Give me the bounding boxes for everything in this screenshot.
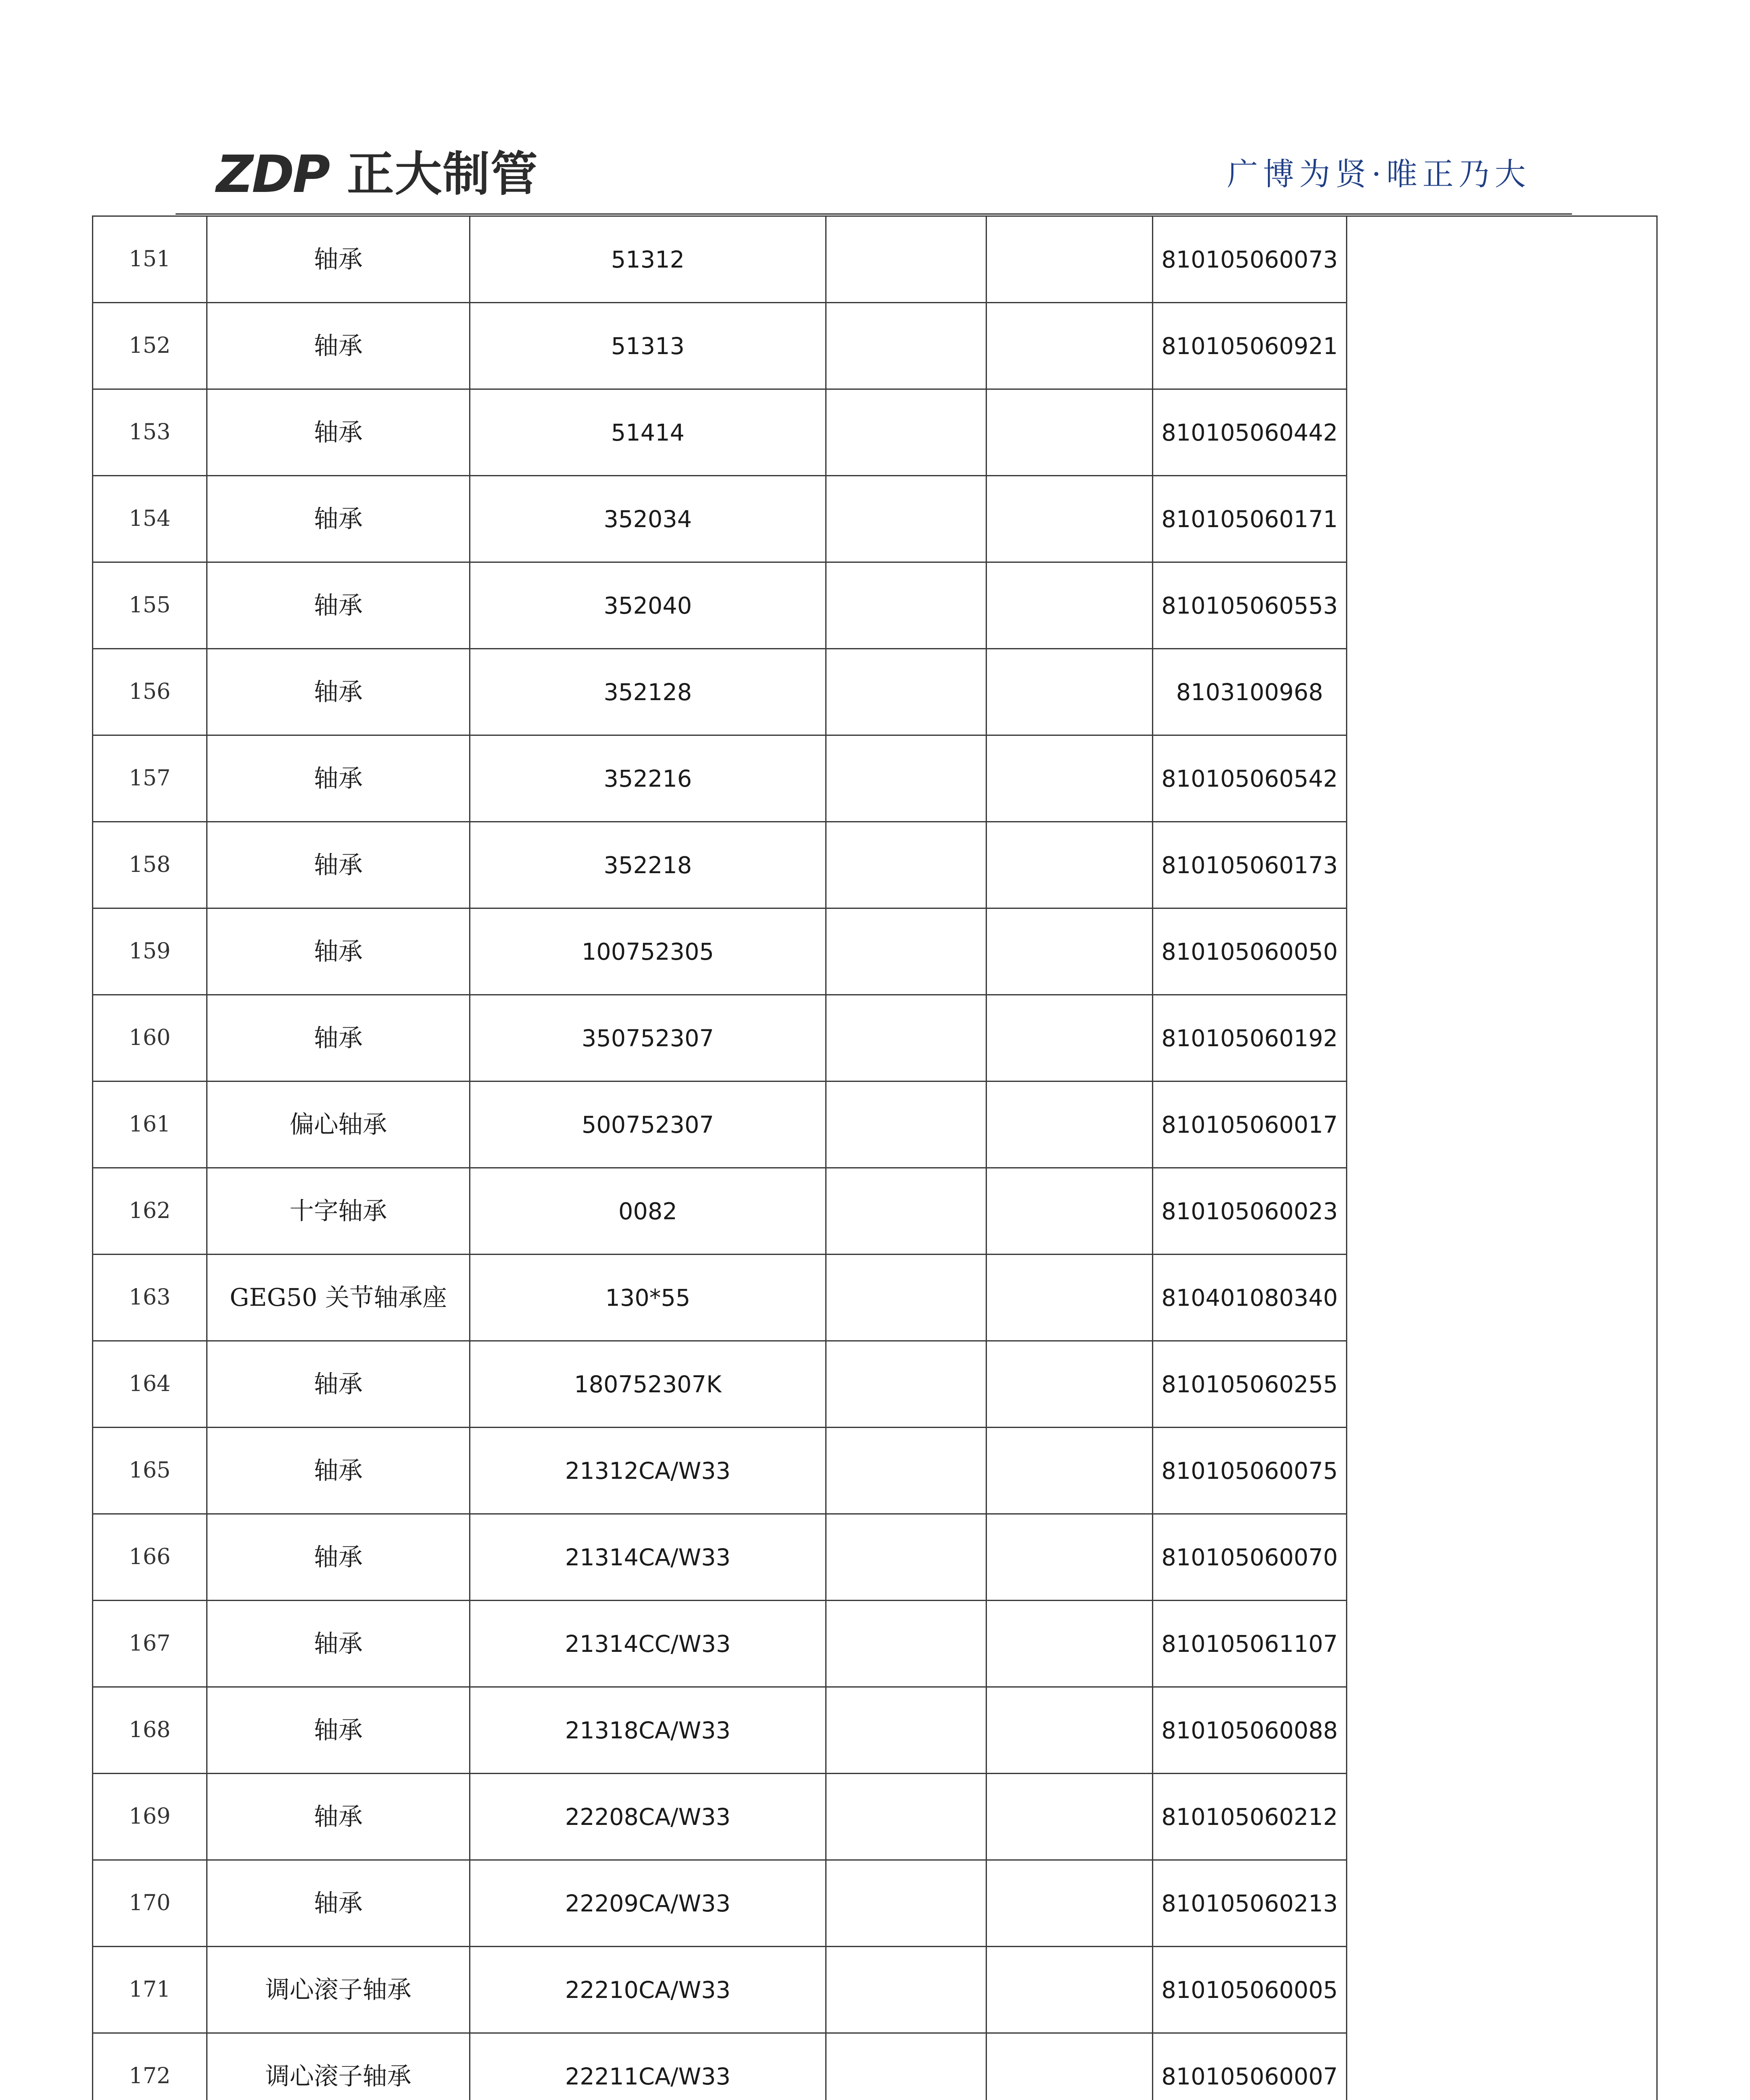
blank-cell: [826, 1082, 987, 1168]
material-code-cell: 810105060553: [1153, 562, 1347, 649]
row-number-cell: 158: [93, 822, 207, 908]
item-name-cell: 轴承: [207, 995, 470, 1082]
blank-cell: [826, 1687, 987, 1774]
blank-cell: [987, 562, 1153, 649]
item-name-cell: 轴承: [207, 1514, 470, 1601]
item-spec-cell: 352218: [470, 822, 826, 908]
item-spec-cell: 22209CA/W33: [470, 1860, 826, 1947]
row-number-cell: 151: [93, 216, 207, 303]
remarks-cell: [1347, 216, 1657, 2100]
table-body: [93, 216, 1657, 2100]
item-spec-cell: 51312: [470, 216, 826, 303]
blank-cell: [987, 1341, 1153, 1428]
blank-cell: [987, 1255, 1153, 1341]
logo-latin-text: ZDP: [216, 144, 329, 204]
item-name-cell: 轴承: [207, 216, 470, 303]
item-name-cell: 十字轴承: [207, 1168, 470, 1255]
company-logo: [216, 144, 539, 204]
blank-cell: [987, 1428, 1153, 1514]
item-spec-cell: 51414: [470, 389, 826, 476]
material-code-cell: 810105060542: [1153, 735, 1347, 822]
row-number-cell: 168: [93, 1687, 207, 1774]
item-spec-cell: 21312CA/W33: [470, 1428, 826, 1514]
item-spec-cell: 22210CA/W33: [470, 1947, 826, 2033]
blank-cell: [987, 735, 1153, 822]
row-number-cell: 155: [93, 562, 207, 649]
item-name-cell: 轴承: [207, 1428, 470, 1514]
material-code-cell: 810105060442: [1153, 389, 1347, 476]
blank-cell: [987, 303, 1153, 389]
item-spec-cell: 21318CA/W33: [470, 1687, 826, 1774]
item-spec-cell: 352034: [470, 476, 826, 562]
row-number-cell: 165: [93, 1428, 207, 1514]
blank-cell: [826, 389, 987, 476]
material-code-cell: 810105060075: [1153, 1428, 1347, 1514]
blank-cell: [987, 476, 1153, 562]
blank-cell: [826, 1168, 987, 1255]
blank-cell: [826, 1947, 987, 2033]
blank-cell: [826, 303, 987, 389]
item-name-cell: 轴承: [207, 389, 470, 476]
material-code-cell: 810105060005: [1153, 1947, 1347, 2033]
item-spec-cell: 22211CA/W33: [470, 2033, 826, 2100]
blank-cell: [987, 822, 1153, 908]
material-code-cell: 810105061107: [1153, 1601, 1347, 1687]
table-row: [93, 216, 1657, 303]
row-number-cell: 169: [93, 1774, 207, 1860]
blank-cell: [987, 216, 1153, 303]
item-spec-cell: 100752305: [470, 908, 826, 995]
blank-cell: [826, 1774, 987, 1860]
company-motto: 广博为贤·唯正乃大: [1227, 156, 1531, 192]
row-number-cell: 162: [93, 1168, 207, 1255]
row-number-cell: 161: [93, 1082, 207, 1168]
logo-chinese-text: 正大制管: [347, 147, 539, 202]
item-name-cell: 偏心轴承: [207, 1082, 470, 1168]
header-divider: [176, 213, 1572, 215]
material-code-cell: 810105060921: [1153, 303, 1347, 389]
material-code-cell: 810401080340: [1153, 1255, 1347, 1341]
material-code-cell: 810105060255: [1153, 1341, 1347, 1428]
material-code-cell: 810105060173: [1153, 822, 1347, 908]
blank-cell: [826, 1860, 987, 1947]
row-number-cell: 171: [93, 1947, 207, 2033]
row-number-cell: 159: [93, 908, 207, 995]
row-number-cell: 156: [93, 649, 207, 735]
blank-cell: [987, 1601, 1153, 1687]
row-number-cell: 166: [93, 1514, 207, 1601]
blank-cell: [826, 216, 987, 303]
item-name-cell: 轴承: [207, 562, 470, 649]
item-spec-cell: 51313: [470, 303, 826, 389]
item-spec-cell: 130*55: [470, 1255, 826, 1341]
material-code-cell: 810105060073: [1153, 216, 1347, 303]
blank-cell: [826, 908, 987, 995]
item-name-cell: 轴承: [207, 1860, 470, 1947]
item-name-cell: 轴承: [207, 735, 470, 822]
item-spec-cell: 352040: [470, 562, 826, 649]
material-code-cell: 810105060213: [1153, 1860, 1347, 1947]
material-code-cell: 8103100968: [1153, 649, 1347, 735]
blank-cell: [826, 1514, 987, 1601]
row-number-cell: 157: [93, 735, 207, 822]
blank-cell: [987, 2033, 1153, 2100]
material-code-cell: 810105060007: [1153, 2033, 1347, 2100]
item-spec-cell: 350752307: [470, 995, 826, 1082]
row-number-cell: 164: [93, 1341, 207, 1428]
blank-cell: [826, 1255, 987, 1341]
item-spec-cell: 500752307: [470, 1082, 826, 1168]
item-spec-cell: 21314CC/W33: [470, 1601, 826, 1687]
item-name-cell: 调心滚子轴承: [207, 1947, 470, 2033]
item-name-cell: 轴承: [207, 822, 470, 908]
blank-cell: [826, 995, 987, 1082]
row-number-cell: 152: [93, 303, 207, 389]
material-code-cell: 810105060212: [1153, 1774, 1347, 1860]
blank-cell: [826, 1428, 987, 1514]
blank-cell: [826, 735, 987, 822]
blank-cell: [987, 1082, 1153, 1168]
material-code-cell: 810105060017: [1153, 1082, 1347, 1168]
material-code-cell: 810105060023: [1153, 1168, 1347, 1255]
blank-cell: [987, 389, 1153, 476]
blank-cell: [826, 476, 987, 562]
blank-cell: [987, 1860, 1153, 1947]
row-number-cell: 170: [93, 1860, 207, 1947]
item-name-cell: GEG50 关节轴承座: [207, 1255, 470, 1341]
row-number-cell: 172: [93, 2033, 207, 2100]
blank-cell: [987, 649, 1153, 735]
item-name-cell: 调心滚子轴承: [207, 2033, 470, 2100]
blank-cell: [826, 1601, 987, 1687]
blank-cell: [826, 822, 987, 908]
material-code-cell: 810105060070: [1153, 1514, 1347, 1601]
blank-cell: [987, 908, 1153, 995]
blank-cell: [987, 1168, 1153, 1255]
item-name-cell: 轴承: [207, 476, 470, 562]
row-number-cell: 154: [93, 476, 207, 562]
bearing-table-grid: [92, 215, 1658, 2100]
blank-cell: [987, 995, 1153, 1082]
item-name-cell: 轴承: [207, 1687, 470, 1774]
item-spec-cell: 352128: [470, 649, 826, 735]
row-number-cell: 160: [93, 995, 207, 1082]
item-spec-cell: 22208CA/W33: [470, 1774, 826, 1860]
item-name-cell: 轴承: [207, 1774, 470, 1860]
row-number-cell: 163: [93, 1255, 207, 1341]
item-name-cell: 轴承: [207, 1341, 470, 1428]
item-name-cell: 轴承: [207, 1601, 470, 1687]
blank-cell: [987, 1774, 1153, 1860]
item-spec-cell: 0082: [470, 1168, 826, 1255]
blank-cell: [826, 649, 987, 735]
item-spec-cell: 180752307K: [470, 1341, 826, 1428]
item-name-cell: 轴承: [207, 908, 470, 995]
material-code-cell: 810105060171: [1153, 476, 1347, 562]
item-name-cell: 轴承: [207, 303, 470, 389]
blank-cell: [987, 1514, 1153, 1601]
blank-cell: [987, 1947, 1153, 2033]
material-code-cell: 810105060192: [1153, 995, 1347, 1082]
item-spec-cell: 21314CA/W33: [470, 1514, 826, 1601]
row-number-cell: 153: [93, 389, 207, 476]
blank-cell: [826, 2033, 987, 2100]
row-number-cell: 167: [93, 1601, 207, 1687]
material-code-cell: 810105060088: [1153, 1687, 1347, 1774]
item-spec-cell: 352216: [470, 735, 826, 822]
blank-cell: [826, 562, 987, 649]
bearing-table: [92, 215, 1656, 2100]
blank-cell: [987, 1687, 1153, 1774]
material-code-cell: 810105060050: [1153, 908, 1347, 995]
blank-cell: [826, 1341, 987, 1428]
item-name-cell: 轴承: [207, 649, 470, 735]
